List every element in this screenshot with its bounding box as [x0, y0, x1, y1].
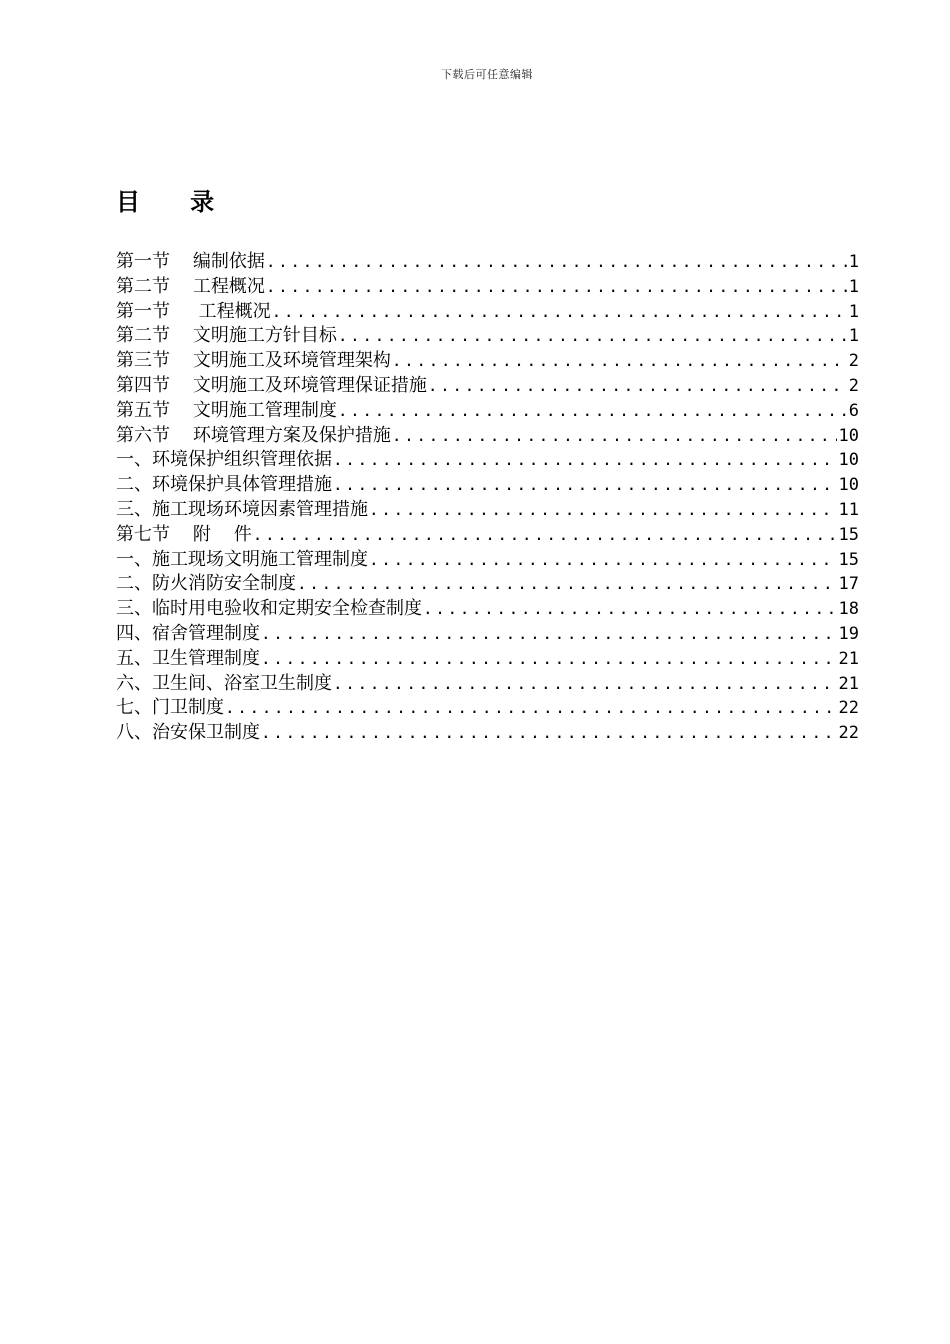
toc-entry[interactable] [116, 324, 859, 349]
toc-entry[interactable] [116, 647, 859, 672]
toc-entry-label: 七、门卫制度 [116, 697, 224, 719]
toc-leader-dots [428, 374, 847, 399]
toc-entry-page: 22 [838, 723, 859, 744]
toc-entry-page: 1 [848, 301, 859, 322]
toc-leader-dots [253, 523, 837, 548]
toc-entry-page: 15 [838, 524, 859, 545]
toc-entry-page: 21 [838, 673, 859, 694]
toc-entry-label: 第二节 工程概况 [116, 275, 265, 297]
toc-leader-dots [261, 721, 837, 746]
toc-entry-page: 1 [848, 252, 859, 272]
toc-entry-label: 第五节 文明施工管理制度 [116, 399, 337, 421]
toc-entry-label: 五、卫生管理制度 [116, 647, 260, 669]
toc-entry[interactable] [116, 399, 859, 424]
toc-entry-label: 第一节 工程概况 [116, 300, 271, 322]
toc-leader-dots [338, 324, 847, 349]
toc-entry[interactable] [116, 548, 859, 573]
toc-entry-label: 一、环境保护组织管理依据 [116, 449, 332, 471]
toc-leader-dots [261, 622, 837, 647]
toc-leader-dots [369, 548, 837, 573]
toc-entry[interactable] [116, 250, 859, 275]
toc-entry[interactable] [116, 523, 859, 548]
toc-entry[interactable] [116, 572, 859, 597]
toc-entry-page: 15 [838, 549, 859, 570]
toc-entry[interactable] [116, 721, 859, 746]
toc-entry[interactable] [116, 696, 859, 721]
toc-entry[interactable] [116, 597, 859, 622]
toc-entry-page: 18 [838, 599, 859, 620]
toc-title: 目 录 [116, 187, 215, 216]
toc-entry-label: 第二节 文明施工方针目标 [116, 325, 337, 347]
toc-leader-dots [266, 250, 847, 275]
toc-entry[interactable] [116, 473, 859, 498]
toc-entry-label: 第三节 文明施工及环境管理架构 [116, 350, 391, 372]
toc-entry-label: 第六节 环境管理方案及保护措施 [116, 424, 391, 446]
toc-entry-page: 10 [838, 475, 859, 496]
toc-entry-page: 2 [848, 375, 859, 396]
toc-leader-dots [338, 399, 847, 424]
toc-leader-dots [392, 424, 837, 449]
toc-entry-page: 1 [848, 326, 859, 347]
toc-entry[interactable] [116, 498, 859, 523]
toc-entry-page: 11 [838, 499, 859, 520]
toc-leader-dots [272, 300, 847, 325]
toc-entry-page: 2 [848, 351, 859, 372]
toc-leader-dots [333, 448, 837, 473]
toc-entry-page: 6 [848, 400, 859, 421]
toc-entry-label: 三、临时用电验收和定期安全检查制度 [116, 598, 422, 620]
toc-entry-page: 17 [838, 574, 859, 595]
page-header-note: 下载后可任意编辑 [441, 68, 533, 81]
toc-entry-label: 六、卫生间、浴室卫生制度 [116, 672, 332, 694]
toc-entry[interactable] [116, 622, 859, 647]
table-of-contents [116, 250, 859, 746]
toc-entry[interactable] [116, 349, 859, 374]
toc-entry-label: 八、治安保卫制度 [116, 722, 260, 744]
toc-entry-page: 22 [838, 698, 859, 719]
toc-entry-label: 一、施工现场文明施工管理制度 [116, 548, 368, 570]
toc-leader-dots [225, 696, 837, 721]
toc-leader-dots [297, 572, 837, 597]
toc-entry-label: 四、宿舍管理制度 [116, 622, 260, 644]
toc-entry[interactable] [116, 300, 859, 325]
toc-leader-dots [333, 672, 837, 697]
toc-entry[interactable] [116, 424, 859, 449]
toc-entry[interactable] [116, 448, 859, 473]
toc-entry[interactable] [116, 672, 859, 697]
toc-entry-label: 第四节 文明施工及环境管理保证措施 [116, 374, 427, 396]
toc-entry-label: 第七节 附 件 [116, 523, 252, 545]
toc-leader-dots [369, 498, 837, 523]
toc-entry-page: 19 [838, 623, 859, 644]
toc-entry[interactable] [116, 374, 859, 399]
toc-entry[interactable] [116, 275, 859, 300]
toc-entry-page: 10 [838, 450, 859, 471]
toc-entry-page: 21 [838, 648, 859, 669]
toc-entry-label: 二、环境保护具体管理措施 [116, 474, 332, 496]
toc-entry-page: 10 [838, 425, 859, 446]
toc-entry-page: 1 [848, 276, 859, 297]
toc-leader-dots [423, 597, 837, 622]
toc-leader-dots [266, 275, 847, 300]
toc-entry-label: 二、防火消防安全制度 [116, 573, 296, 595]
toc-entry-label: 三、施工现场环境因素管理措施 [116, 498, 368, 520]
toc-leader-dots [392, 349, 847, 374]
toc-leader-dots [261, 647, 837, 672]
toc-leader-dots [333, 473, 837, 498]
toc-entry-label: 第一节 编制依据 [116, 251, 265, 272]
